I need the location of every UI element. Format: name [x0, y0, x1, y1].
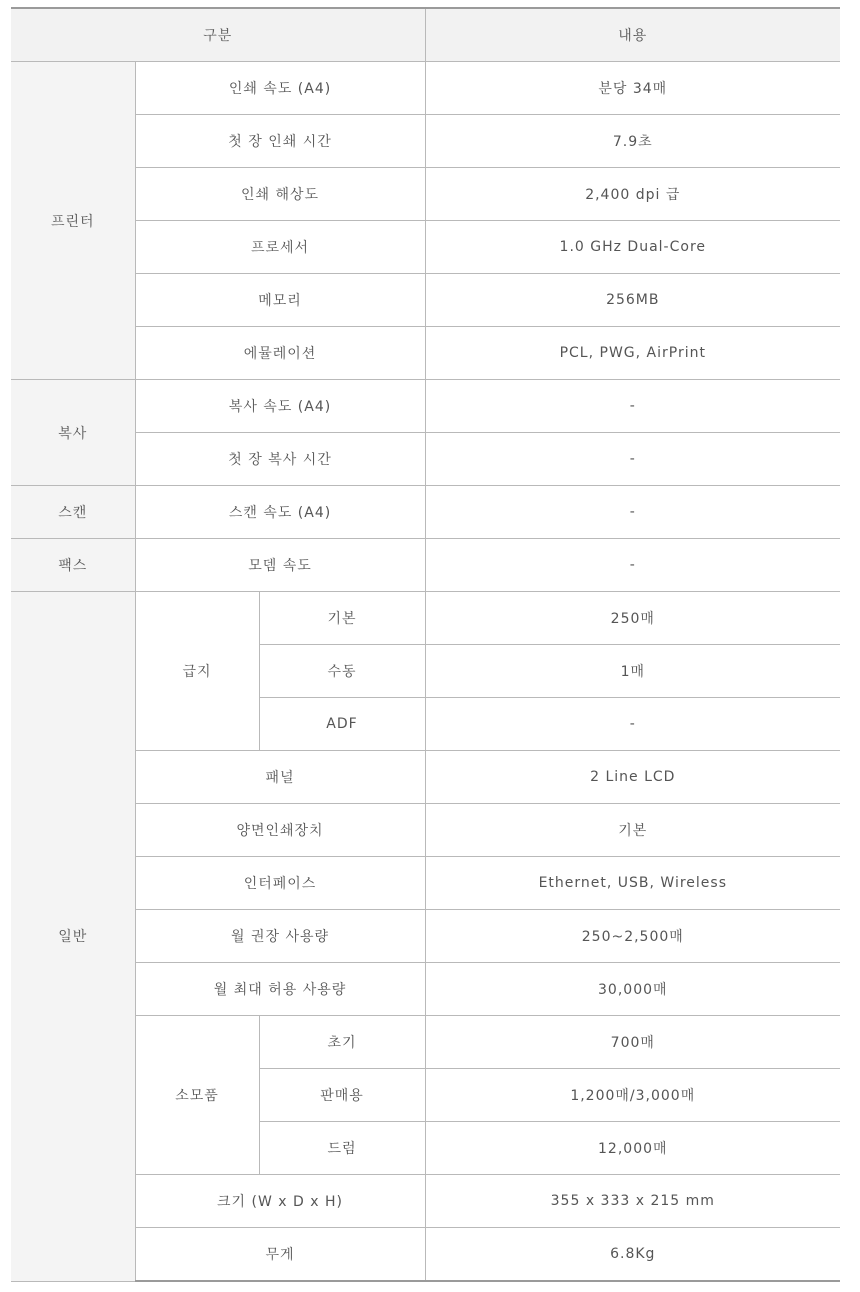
category-copy: 복사 [11, 380, 135, 486]
item-label: 프로세서 [135, 221, 425, 274]
header-category: 구분 [11, 8, 425, 62]
subcategory-supplies: 소모품 [135, 1016, 259, 1175]
item-label: 인쇄 해상도 [135, 168, 425, 221]
item-label: 에뮬레이션 [135, 327, 425, 380]
table-row [11, 963, 840, 1016]
category-printer: 프린터 [11, 62, 135, 380]
category-fax: 팩스 [11, 539, 135, 592]
item-value: 30,000매 [425, 963, 840, 1016]
table-row [11, 1175, 840, 1228]
table-row [11, 380, 840, 433]
item-value: 6.8Kg [425, 1228, 840, 1282]
item-value: 1매 [425, 645, 840, 698]
item-label: 인쇄 속도 (A4) [135, 62, 425, 115]
item-value: Ethernet, USB, Wireless [425, 857, 840, 910]
table-row [11, 221, 840, 274]
item-label: 크기 (W x D x H) [135, 1175, 425, 1228]
item-label: 월 최대 허용 사용량 [135, 963, 425, 1016]
item-value: PCL, PWG, AirPrint [425, 327, 840, 380]
item-label: 드럼 [259, 1122, 425, 1175]
item-label: 첫 장 인쇄 시간 [135, 115, 425, 168]
table-row [11, 327, 840, 380]
table-row [11, 857, 840, 910]
table-row [11, 592, 840, 645]
subcategory-paper: 급지 [135, 592, 259, 751]
item-value: 2 Line LCD [425, 751, 840, 804]
table-row [11, 804, 840, 857]
category-general: 일반 [11, 592, 135, 1282]
item-label: ADF [259, 698, 425, 751]
item-label: 스캔 속도 (A4) [135, 486, 425, 539]
header-row [11, 8, 840, 62]
item-label: 기본 [259, 592, 425, 645]
table-row [11, 751, 840, 804]
item-label: 패널 [135, 751, 425, 804]
item-label: 메모리 [135, 274, 425, 327]
item-value: 250매 [425, 592, 840, 645]
item-value: 2,400 dpi 급 [425, 168, 840, 221]
table-row [11, 1228, 840, 1282]
item-value: - [425, 698, 840, 751]
item-label: 모뎀 속도 [135, 539, 425, 592]
item-label: 첫 장 복사 시간 [135, 433, 425, 486]
item-label: 월 권장 사용량 [135, 910, 425, 963]
item-value: 1.0 GHz Dual-Core [425, 221, 840, 274]
item-value: 7.9초 [425, 115, 840, 168]
item-label: 초기 [259, 1016, 425, 1069]
item-label: 판매용 [259, 1069, 425, 1122]
header-content: 내용 [425, 8, 840, 62]
item-value: - [425, 433, 840, 486]
table-row [11, 486, 840, 539]
item-label: 인터페이스 [135, 857, 425, 910]
spec-table [11, 7, 840, 1282]
item-value: - [425, 380, 840, 433]
item-value: 355 x 333 x 215 mm [425, 1175, 840, 1228]
item-value: 12,000매 [425, 1122, 840, 1175]
item-value: 256MB [425, 274, 840, 327]
table-row [11, 1016, 840, 1069]
table-row [11, 539, 840, 592]
table-row [11, 274, 840, 327]
item-value: 분당 34매 [425, 62, 840, 115]
item-value: 700매 [425, 1016, 840, 1069]
item-value: 1,200매/3,000매 [425, 1069, 840, 1122]
item-value: 250~2,500매 [425, 910, 840, 963]
item-value: 기본 [425, 804, 840, 857]
item-label: 양면인쇄장치 [135, 804, 425, 857]
item-value: - [425, 539, 840, 592]
item-label: 복사 속도 (A4) [135, 380, 425, 433]
table-row [11, 168, 840, 221]
item-label: 수동 [259, 645, 425, 698]
item-label: 무게 [135, 1228, 425, 1282]
table-row [11, 115, 840, 168]
table-row [11, 910, 840, 963]
category-scan: 스캔 [11, 486, 135, 539]
item-value: - [425, 486, 840, 539]
table-row [11, 433, 840, 486]
table-row [11, 62, 840, 115]
